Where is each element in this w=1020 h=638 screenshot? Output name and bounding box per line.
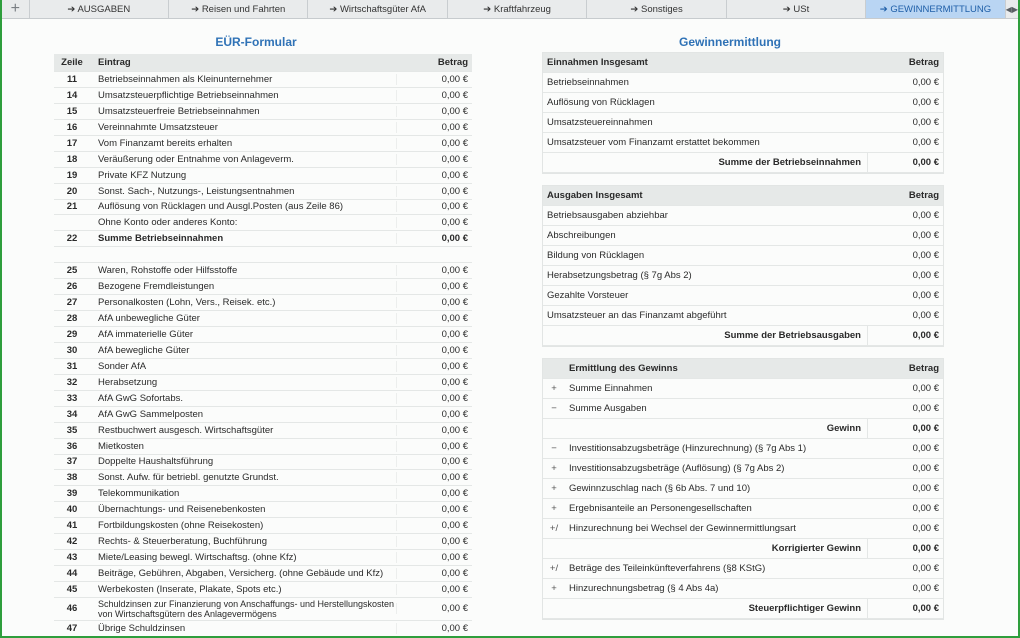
betrag-cell[interactable]: 0,00 € xyxy=(396,456,472,467)
tab-kraftfahrzeug[interactable]: ➔ Kraftfahrzeug xyxy=(448,0,587,18)
table-row xyxy=(54,455,472,471)
table-row xyxy=(543,399,943,419)
zeile-cell: 37 xyxy=(66,456,78,468)
row-label: Auflösung von Rücklagen xyxy=(547,97,655,108)
row-label: Gezahlte Vorsteuer xyxy=(547,290,629,301)
betrag-cell[interactable]: 0,00 € xyxy=(396,186,472,197)
table-row xyxy=(54,104,472,120)
tab-scroll-right-icon[interactable]: ▶ xyxy=(1011,4,1018,14)
eintrag-cell[interactable]: AfA GwG Sofortabs. xyxy=(98,392,184,404)
ausgaben-insgesamt-table xyxy=(542,185,944,347)
zeile-cell: 19 xyxy=(66,169,78,181)
block-header-label: Ausgaben Insgesamt xyxy=(547,190,643,201)
eintrag-cell[interactable]: Fortbildungskosten (ohne Reisekosten) xyxy=(98,520,264,532)
eintrag-cell[interactable]: Telekommunikation xyxy=(98,488,180,500)
zeile-cell: 15 xyxy=(66,105,78,117)
sign-cell: + xyxy=(551,503,557,514)
tab-wirtschaftsgueter-afa[interactable]: ➔ Wirtschaftsgüter AfA xyxy=(308,0,447,18)
table-row xyxy=(54,598,472,621)
table-row xyxy=(543,459,943,479)
row-value[interactable]: 0,00 € xyxy=(912,443,939,454)
tab-scroll-controls xyxy=(1006,0,1018,18)
table-row xyxy=(543,439,943,459)
row-label: Beträge des Teileinkünfteverfahrens (§8 KStG) xyxy=(569,563,766,574)
table-header-row xyxy=(54,54,472,72)
row-label: Summe Einnahmen xyxy=(569,383,653,394)
row-value[interactable]: 0,00 € xyxy=(912,503,939,514)
row-value[interactable]: 0,00 € xyxy=(912,230,939,241)
table-row xyxy=(54,566,472,582)
zeile-cell: 32 xyxy=(66,376,78,388)
table-row xyxy=(543,113,943,133)
table-row xyxy=(543,499,943,519)
table-row xyxy=(54,152,472,168)
table-row xyxy=(54,439,472,455)
sum-row xyxy=(543,326,943,346)
row-label: Abschreibungen xyxy=(547,230,616,241)
sheet-tab-bar xyxy=(2,0,1018,19)
row-value[interactable]: 0,00 € xyxy=(912,523,939,534)
eintrag-cell[interactable]: Sonst. Aufw. für betriebl. genutzte Grundst. xyxy=(98,472,279,484)
zeile-cell: 43 xyxy=(66,552,78,564)
betrag-cell[interactable]: 0,00 € xyxy=(396,377,472,388)
sum-value[interactable]: 0,00 € xyxy=(867,153,943,172)
row-label: Ergebnisanteile an Personengesellschaften xyxy=(569,503,752,514)
row-value[interactable]: 0,00 € xyxy=(912,137,939,148)
table-row xyxy=(54,518,472,534)
table-row xyxy=(54,621,472,636)
zeile-cell: 18 xyxy=(66,153,78,165)
zeile-cell: 17 xyxy=(66,137,78,149)
eintrag-cell[interactable]: Veräußerung oder Entnahme von Anlageverm. xyxy=(98,153,294,165)
sum-label: Gewinn xyxy=(826,423,861,434)
betrag-cell[interactable]: 0,00 € xyxy=(396,345,472,356)
eintrag-cell[interactable]: Mietkosten xyxy=(98,440,144,452)
eintrag-cell[interactable]: Werbekosten (Inserate, Plakate, Spots etc.) xyxy=(98,583,282,595)
table-row xyxy=(543,379,943,399)
block-header-label: Einnahmen Insgesamt xyxy=(547,57,648,68)
eintrag-cell[interactable]: Summe Betriebseinnahmen xyxy=(98,233,224,245)
zeile-cell: 45 xyxy=(66,583,78,595)
betrag-cell[interactable]: 0,00 € xyxy=(396,233,472,244)
eintrag-cell[interactable]: Beiträge, Gebühren, Abgaben, Versicherg. (ohne Gebäude und Kfz) xyxy=(98,568,384,580)
column-header-zeile: Zeile xyxy=(61,57,83,68)
sum-row xyxy=(543,599,943,619)
sum-label: Summe der Betriebsausgaben xyxy=(724,330,861,341)
row-value[interactable]: 0,00 € xyxy=(912,117,939,128)
zeile-cell: 41 xyxy=(66,520,78,532)
row-label: Bildung von Rücklagen xyxy=(547,250,645,261)
betrag-cell[interactable]: 0,00 € xyxy=(396,154,472,165)
eintrag-cell[interactable]: Restbuchwert ausgesch. Wirtschaftsgüter xyxy=(98,424,274,436)
zeile-cell: 16 xyxy=(66,121,78,133)
eintrag-cell[interactable]: Herabsetzung xyxy=(98,376,158,388)
sum-label: Steuerpflichtiger Gewinn xyxy=(748,603,861,614)
row-value[interactable]: 0,00 € xyxy=(912,270,939,281)
table-row xyxy=(54,184,472,200)
sum-row xyxy=(543,419,943,439)
sign-cell: − xyxy=(551,403,557,414)
eintrag-cell[interactable]: Vereinnahmte Umsatzsteuer xyxy=(98,121,218,133)
eintrag-cell[interactable]: Rechts- & Steuerberatung, Buchführung xyxy=(98,536,267,548)
betrag-cell[interactable]: 0,00 € xyxy=(396,74,472,85)
tab-ausgaben[interactable]: ➔ AUSGABEN xyxy=(30,0,169,18)
sign-cell: + xyxy=(551,463,557,474)
zeile-cell: 33 xyxy=(66,392,78,404)
table-row xyxy=(543,479,943,499)
row-label: Umsatzsteuer vom Finanzamt erstattet bekommen xyxy=(547,137,760,148)
zeile-cell: 27 xyxy=(66,297,78,309)
table-row xyxy=(543,519,943,539)
betrag-cell[interactable]: 0,00 € xyxy=(396,568,472,579)
block-header-label: Ermittlung des Gewinns xyxy=(569,363,678,374)
row-label: Betriebseinnahmen xyxy=(547,77,629,88)
table-row xyxy=(54,470,472,486)
table-row xyxy=(54,550,472,566)
sign-cell: +/ xyxy=(549,563,559,574)
zeile-cell: 30 xyxy=(66,344,78,356)
betrag-cell[interactable]: 0,00 € xyxy=(396,106,472,117)
eintrag-cell[interactable]: Vom Finanzamt bereits erhalten xyxy=(98,137,233,149)
zeile-cell: 40 xyxy=(66,504,78,516)
table-header-row xyxy=(543,53,943,73)
eintrag-cell[interactable]: Übernachtungs- und Reisenebenkosten xyxy=(98,504,266,516)
table-row xyxy=(54,88,472,104)
table-row xyxy=(54,391,472,407)
zeile-cell: 38 xyxy=(66,472,78,484)
betrag-cell[interactable]: 0,00 € xyxy=(396,329,472,340)
table-row xyxy=(543,579,943,599)
tab-reisen-und-fahrten[interactable]: ➔ Reisen und Fahrten xyxy=(169,0,308,18)
eintrag-cell[interactable]: Doppelte Haushaltsführung xyxy=(98,456,214,468)
zeile-cell: 25 xyxy=(66,265,78,277)
betrag-cell[interactable]: 0,00 € xyxy=(396,552,472,563)
row-label: Gewinnzuschlag nach (§ 6b Abs. 7 und 10) xyxy=(569,483,751,494)
eintrag-cell[interactable]: AfA GwG Sammelposten xyxy=(98,408,204,420)
betrag-cell[interactable]: 0,00 € xyxy=(396,425,472,436)
sum-value[interactable]: 0,00 € xyxy=(867,326,943,345)
eur-formular-table xyxy=(54,54,472,636)
eintrag-cell[interactable]: Schuldzinsen zur Finanzierung von Anschaffungs- und Herstellungskosten von Wirtschaftsgütern des Anlagevermögens xyxy=(98,598,395,619)
row-label: Hinzurechnung bei Wechsel der Gewinnermittlungsart xyxy=(569,523,796,534)
table-row xyxy=(54,486,472,502)
betrag-cell[interactable]: 0,00 € xyxy=(396,441,472,452)
row-value[interactable]: 0,00 € xyxy=(912,310,939,321)
sign-cell: +/ xyxy=(549,523,559,534)
betrag-cell[interactable]: 0,00 € xyxy=(396,90,472,101)
tab-sonstiges[interactable]: ➔ Sonstiges xyxy=(587,0,726,18)
table-row xyxy=(543,306,943,326)
eintrag-cell[interactable]: Umsatzsteuerfreie Betriebseinnahmen xyxy=(98,105,260,117)
table-row xyxy=(54,295,472,311)
eintrag-cell[interactable]: Private KFZ Nutzung xyxy=(98,169,187,181)
betrag-cell[interactable]: 0,00 € xyxy=(396,393,472,404)
eintrag-cell[interactable]: Waren, Rohstoffe oder Hilfsstoffe xyxy=(98,265,238,277)
zeile-cell: 28 xyxy=(66,313,78,325)
spreadsheet-sheet xyxy=(2,0,1018,636)
table-row xyxy=(543,226,943,246)
tab-ust[interactable]: ➔ USt xyxy=(727,0,866,18)
table-row xyxy=(54,359,472,375)
row-value[interactable]: 0,00 € xyxy=(912,210,939,221)
betrag-cell[interactable]: 0,00 € xyxy=(396,170,472,181)
eintrag-cell[interactable]: Sonder AfA xyxy=(98,360,147,372)
table-row xyxy=(54,343,472,359)
table-header-row xyxy=(543,186,943,206)
zeile-cell: 14 xyxy=(66,89,78,101)
sum-label: Korrigierter Gewinn xyxy=(771,543,861,554)
table-row xyxy=(54,215,472,231)
sum-label: Summe der Betriebseinnahmen xyxy=(718,157,861,168)
zeile-cell: 35 xyxy=(66,424,78,436)
zeile-cell: 47 xyxy=(66,622,78,634)
row-label: Betriebsausgaben abziehbar xyxy=(547,210,668,221)
table-row xyxy=(54,407,472,423)
table-row xyxy=(543,246,943,266)
row-value[interactable]: 0,00 € xyxy=(912,97,939,108)
zeile-cell: 42 xyxy=(66,536,78,548)
row-label: Summe Ausgaben xyxy=(569,403,647,414)
table-row xyxy=(54,279,472,295)
row-value[interactable]: 0,00 € xyxy=(912,77,939,88)
zeile-cell: 29 xyxy=(66,328,78,340)
column-header-betrag: Betrag xyxy=(437,57,468,68)
row-label: Herabsetzungsbetrag (§ 7g Abs 2) xyxy=(547,270,692,281)
betrag-cell[interactable]: 0,00 € xyxy=(396,138,472,149)
column-header-betrag: Betrag xyxy=(908,363,939,374)
eintrag-cell[interactable]: Auflösung von Rücklagen und Ausgl.Posten (aus Zeile 86) xyxy=(98,201,344,213)
table-row xyxy=(54,311,472,327)
sum-value[interactable]: 0,00 € xyxy=(867,599,943,618)
betrag-cell[interactable]: 0,00 € xyxy=(396,504,472,515)
betrag-cell[interactable]: 0,00 € xyxy=(396,409,472,420)
table-row xyxy=(54,231,472,247)
betrag-cell[interactable]: 0,00 € xyxy=(396,361,472,372)
row-label: Investitionsabzugsbeträge (Hinzurechnung) (§ 7g Abs 1) xyxy=(569,443,807,454)
eintrag-cell[interactable]: AfA unbewegliche Güter xyxy=(98,313,200,325)
betrag-cell[interactable]: 0,00 € xyxy=(396,520,472,531)
sign-cell: + xyxy=(551,383,557,394)
table-row xyxy=(54,168,472,184)
eintrag-cell[interactable]: AfA bewegliche Güter xyxy=(98,344,190,356)
eintrag-cell[interactable]: Sonst. Sach-, Nutzungs-, Leistungsentnahmen xyxy=(98,185,295,197)
betrag-cell[interactable]: 0,00 € xyxy=(396,265,472,276)
row-value[interactable]: 0,00 € xyxy=(912,383,939,394)
sign-cell: + xyxy=(551,483,557,494)
betrag-cell[interactable]: 0,00 € xyxy=(396,603,472,614)
gewinnermittlung-title: Gewinnermittlung xyxy=(679,35,781,49)
row-value[interactable]: 0,00 € xyxy=(912,290,939,301)
eintrag-cell[interactable]: AfA immaterielle Güter xyxy=(98,328,194,340)
row-value[interactable]: 0,00 € xyxy=(912,403,939,414)
table-row xyxy=(54,120,472,136)
table-row xyxy=(543,206,943,226)
table-row xyxy=(54,200,472,216)
zeile-cell: 34 xyxy=(66,408,78,420)
zeile-cell: 44 xyxy=(66,568,78,580)
sum-value[interactable]: 0,00 € xyxy=(867,539,943,558)
eintrag-cell[interactable]: Bezogene Fremdleistungen xyxy=(98,281,215,293)
table-row xyxy=(543,93,943,113)
betrag-cell[interactable]: 0,00 € xyxy=(396,313,472,324)
table-row xyxy=(54,72,472,88)
table-row xyxy=(543,286,943,306)
zeile-cell: 20 xyxy=(66,185,78,197)
betrag-cell[interactable]: 0,00 € xyxy=(396,217,472,228)
table-header-row xyxy=(543,359,943,379)
betrag-cell[interactable]: 0,00 € xyxy=(396,472,472,483)
betrag-cell[interactable]: 0,00 € xyxy=(396,281,472,292)
ermittlung-des-gewinns-table xyxy=(542,358,944,620)
betrag-cell[interactable]: 0,00 € xyxy=(396,297,472,308)
zeile-cell: 11 xyxy=(66,73,78,85)
betrag-cell[interactable]: 0,00 € xyxy=(396,536,472,547)
sign-cell: + xyxy=(551,583,557,594)
row-value[interactable]: 0,00 € xyxy=(912,250,939,261)
row-value[interactable]: 0,00 € xyxy=(912,563,939,574)
table-row xyxy=(543,133,943,153)
zeile-cell: 39 xyxy=(66,488,78,500)
table-row xyxy=(543,559,943,579)
table-row xyxy=(54,423,472,439)
row-label: Umsatzsteuereinnahmen xyxy=(547,117,653,128)
column-header-eintrag: Eintrag xyxy=(98,57,131,68)
einnahmen-insgesamt-table xyxy=(542,52,944,174)
eur-formular-title: EÜR-Formular xyxy=(215,35,297,49)
table-row xyxy=(54,375,472,391)
eintrag-cell[interactable]: Umsatzsteuerpflichtige Betriebseinnahmen xyxy=(98,89,279,101)
table-row xyxy=(54,502,472,518)
betrag-cell[interactable]: 0,00 € xyxy=(396,623,472,634)
zeile-cell: 36 xyxy=(66,440,78,452)
row-label: Hinzurechnungsbetrag (§ 4 Abs 4a) xyxy=(569,583,719,594)
eintrag-cell[interactable]: Betriebseinnahmen als Kleinunternehmer xyxy=(98,73,273,85)
table-row xyxy=(543,73,943,93)
betrag-cell[interactable]: 0,00 € xyxy=(396,584,472,595)
betrag-cell[interactable]: 0,00 € xyxy=(396,122,472,133)
sign-cell: − xyxy=(551,443,557,454)
add-sheet-button[interactable]: + xyxy=(2,0,30,18)
row-label: Umsatzsteuer an das Finanzamt abgeführt xyxy=(547,310,727,321)
table-row xyxy=(54,582,472,598)
sum-row xyxy=(543,539,943,559)
eintrag-cell[interactable]: Übrige Schuldzinsen xyxy=(98,622,186,634)
row-value[interactable]: 0,00 € xyxy=(912,483,939,494)
row-label: Investitionsabzugsbeträge (Auflösung) (§ 7g Abs 2) xyxy=(569,463,785,474)
table-row xyxy=(543,266,943,286)
sum-value[interactable]: 0,00 € xyxy=(867,419,943,438)
table-row xyxy=(54,327,472,343)
tab-scroll-left-icon[interactable]: ◀ xyxy=(1005,4,1012,14)
sum-row xyxy=(543,153,943,173)
zeile-cell: 26 xyxy=(66,281,78,293)
zeile-cell: 46 xyxy=(66,603,78,615)
betrag-cell[interactable]: 0,00 € xyxy=(396,201,472,212)
zeile-cell: 21 xyxy=(66,201,78,213)
eintrag-cell[interactable]: Personalkosten (Lohn, Vers., Reisek. etc.) xyxy=(98,297,276,309)
row-value[interactable]: 0,00 € xyxy=(912,463,939,474)
row-value[interactable]: 0,00 € xyxy=(912,583,939,594)
eintrag-cell[interactable]: Miete/Leasing bewegl. Wirtschaftsg. (ohne Kfz) xyxy=(98,552,297,564)
zeile-cell: 31 xyxy=(66,360,78,372)
table-row xyxy=(54,136,472,152)
eintrag-cell[interactable]: Ohne Konto oder anderes Konto: xyxy=(98,217,238,229)
column-header-betrag: Betrag xyxy=(908,57,939,68)
zeile-cell: 22 xyxy=(66,233,78,245)
table-row xyxy=(54,247,472,263)
table-row xyxy=(54,263,472,279)
column-header-betrag: Betrag xyxy=(908,190,939,201)
betrag-cell[interactable]: 0,00 € xyxy=(396,488,472,499)
tab-gewinnermittlung[interactable]: ➔ GEWINNERMITTLUNG xyxy=(866,0,1005,18)
table-row xyxy=(54,534,472,550)
